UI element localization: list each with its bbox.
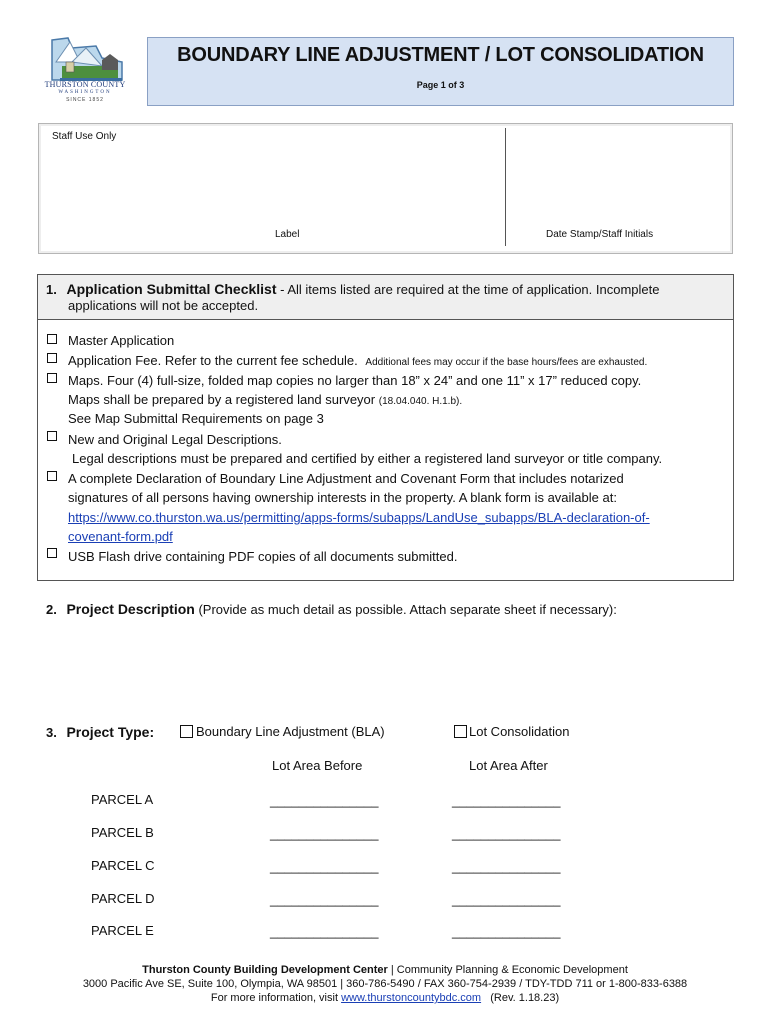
item-declaration-line2: signatures of all persons having ownership interests in the property. A blank form is available at: [68, 490, 617, 505]
parcel-e-before-field[interactable]: _______________ [270, 924, 379, 939]
parcel-c-after-field[interactable]: _______________ [452, 859, 561, 874]
section-2-number: 2. [46, 602, 57, 617]
checkbox-maps[interactable] [47, 373, 57, 383]
item-legal-descriptions-line2: Legal descriptions must be prepared and certified by either a registered land surveyor or title company. [72, 451, 663, 466]
parcel-d-label: PARCEL D [91, 891, 155, 906]
section-2-note: (Provide as much detail as possible. Attach separate sheet if necessary): [198, 602, 617, 617]
staff-label-field-label: Label [275, 229, 300, 240]
section-3-heading: Project Type: [66, 724, 155, 740]
page-number: Page 1 of 3 [416, 80, 465, 90]
item-legal-descriptions: New and Original Legal Descriptions. [68, 432, 282, 447]
checkbox-master-application[interactable] [47, 334, 57, 344]
checkbox-usb-drive[interactable] [47, 548, 57, 558]
section-1-number: 1. [46, 282, 57, 297]
checkbox-bla[interactable] [180, 725, 193, 738]
item-maps-code: (18.04.040. H.1.b). [378, 396, 463, 407]
parcel-b-after-field[interactable]: _______________ [452, 826, 561, 841]
footer-dept: | Community Planning & Economic Development [387, 964, 628, 976]
footer-more: For more information, visit [210, 992, 342, 1004]
lot-area-after-header: Lot Area After [469, 758, 548, 773]
footer-address: 3000 Pacific Ave SE, Suite 100, Olympia, WA 98501 | 360-786-5490 / FAX 360-754-2939 / TDY-TDD 711 or 1-800-833-6388 [82, 978, 688, 990]
lot-area-before-header: Lot Area Before [272, 758, 363, 773]
footer-website-link[interactable]: www.thurstoncountybdc.com [341, 992, 482, 1004]
item-maps: Maps. Four (4) full-size, folded map copies no larger than 18” x 24” and one 11” x 17” reduced copy. [68, 373, 642, 388]
staff-use-label: Staff Use Only [52, 131, 117, 142]
item-application-fee-label: Application Fee. Refer to the current fee schedule. [68, 353, 358, 368]
footer-revision: (Rev. 1.18.23) [481, 992, 560, 1004]
logo-name: THURSTON COUNTY [44, 80, 126, 89]
item-maps-line3: See Map Submittal Requirements on page 3 [68, 411, 324, 426]
footer-org: Thurston County Building Development Center [142, 964, 388, 976]
option-lot-consolidation-label: Lot Consolidation [469, 724, 570, 739]
checkbox-legal-descriptions[interactable] [47, 431, 57, 441]
parcel-c-before-field[interactable]: _______________ [270, 859, 379, 874]
section-3-heading-line [46, 724, 154, 741]
item-master-application: Master Application [68, 333, 175, 348]
item-declaration: A complete Declaration of Boundary Line Adjustment and Covenant Form that includes notarized [68, 471, 624, 486]
section-1-heading: Application Submittal Checklist [66, 281, 277, 297]
parcel-a-after-field[interactable]: _______________ [452, 793, 561, 808]
section-1-intro-line2: applications will not be accepted. [68, 298, 259, 313]
checkbox-lot-consolidation[interactable] [454, 725, 467, 738]
section-3-number: 3. [46, 725, 57, 740]
item-application-fee [68, 353, 647, 371]
parcel-c-label: PARCEL C [91, 858, 155, 873]
checkbox-application-fee[interactable] [47, 353, 57, 363]
parcel-d-before-field[interactable]: _______________ [270, 892, 379, 907]
item-usb-drive: USB Flash drive containing PDF copies of all documents submitted. [68, 549, 458, 564]
option-bla-label: Boundary Line Adjustment (BLA) [196, 724, 385, 739]
section-1-intro: - All items listed are required at the time of application. Incomplete [276, 282, 660, 297]
staff-box-divider [505, 128, 506, 246]
section-1-heading-line [46, 281, 659, 298]
item-maps-surveyor: Maps shall be prepared by a registered land surveyor [68, 392, 376, 407]
item-maps-line2 [68, 392, 462, 410]
item-application-fee-note: Additional fees may occur if the base hours/fees are exhausted. [365, 357, 648, 368]
parcel-e-after-field[interactable]: _______________ [452, 924, 561, 939]
checkbox-declaration[interactable] [47, 471, 57, 481]
logo-established: SINCE 1852 [66, 97, 104, 103]
section-2-heading: Project Description [66, 601, 195, 617]
page-title: BOUNDARY LINE ADJUSTMENT / LOT CONSOLIDATION [177, 44, 704, 66]
declaration-form-link[interactable]: https://www.co.thurston.wa.us/permitting/apps-forms/subapps/LandUse_subapps/BLA-declaration-of- [68, 510, 650, 525]
parcel-a-label: PARCEL A [91, 792, 154, 807]
parcel-d-after-field[interactable]: _______________ [452, 892, 561, 907]
parcel-b-label: PARCEL B [91, 825, 154, 840]
date-stamp-label: Date Stamp/Staff Initials [546, 229, 654, 240]
footer-more-line [0, 992, 770, 1004]
parcel-a-before-field[interactable]: _______________ [270, 793, 379, 808]
parcel-e-label: PARCEL E [91, 923, 154, 938]
section-2-heading-line [46, 601, 617, 618]
footer-org-line [0, 964, 770, 976]
parcel-b-before-field[interactable]: _______________ [270, 826, 379, 841]
declaration-form-link-cont[interactable]: covenant-form.pdf [68, 529, 173, 544]
logo-subtitle: WASHINGTON [58, 90, 112, 95]
